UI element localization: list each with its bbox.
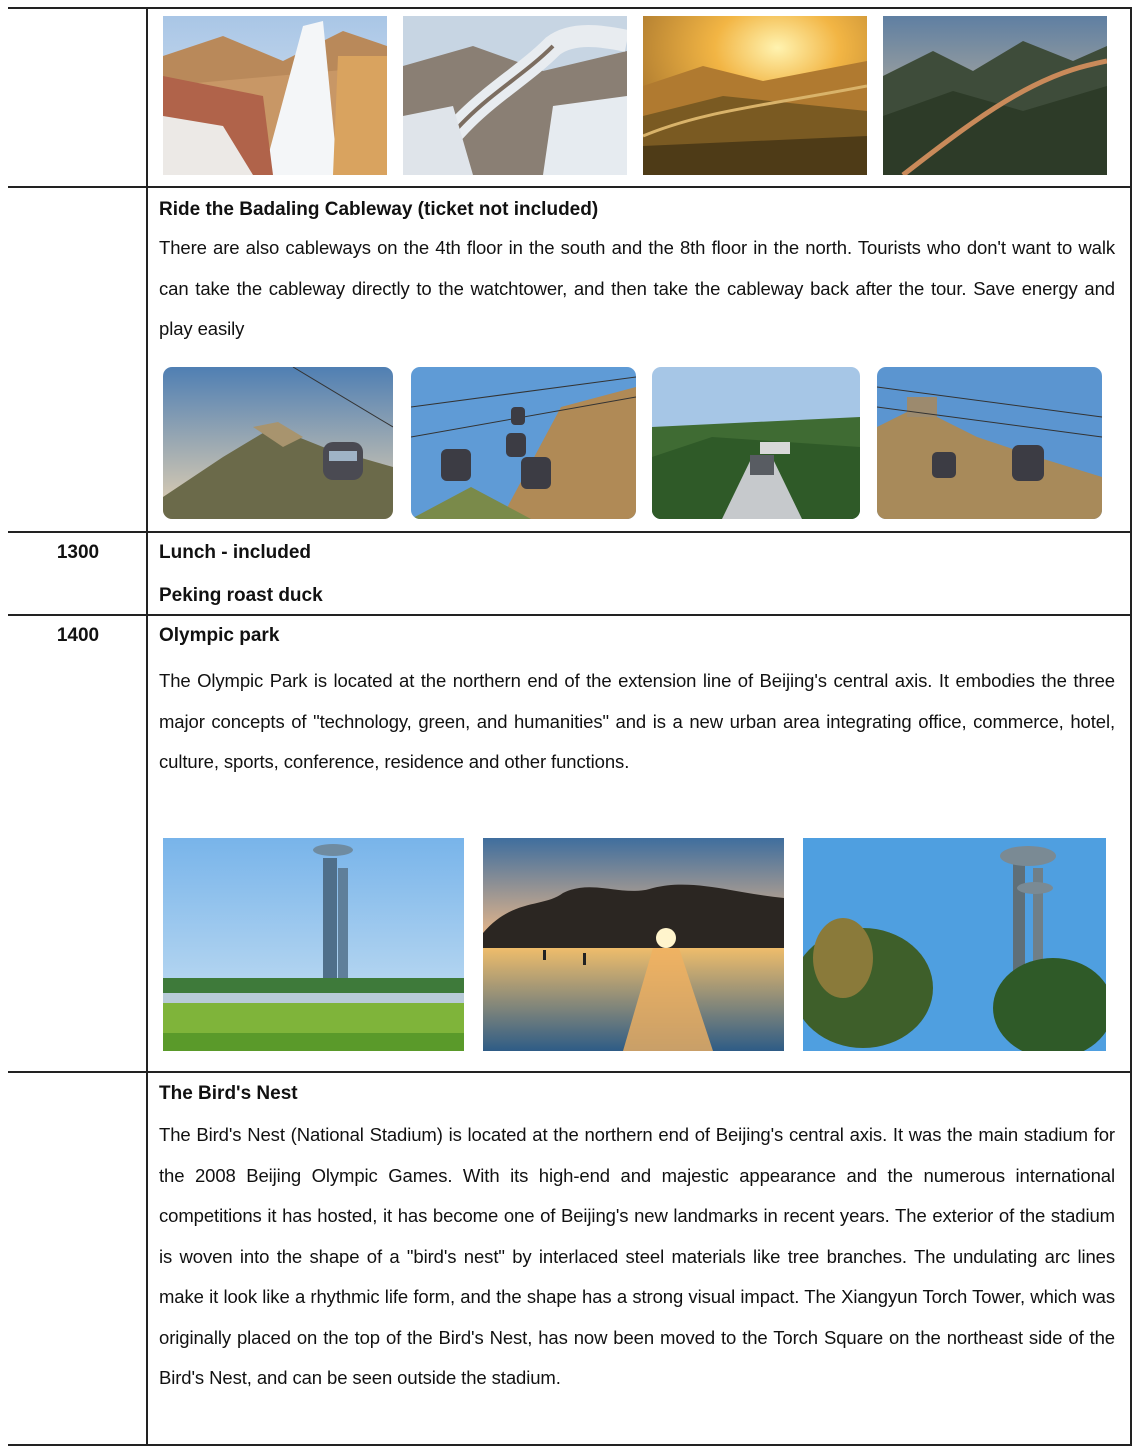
photo-frozen-lake-sunset	[483, 838, 784, 1051]
photo-great-wall-mountain-ridge	[883, 16, 1107, 175]
olympic-park-section	[159, 625, 1115, 783]
lunch-section	[159, 542, 1115, 607]
lunch-title: Lunch - included	[159, 542, 311, 563]
cableway-description: There are also cableways on the 4th floor in the south and the 8th floor in the north. Tourists who don't want to walk can take the cableway directly to the watchtower, and then take the cableway back after the tour. Save energy and play easily	[159, 237, 1115, 339]
table-border	[8, 7, 1132, 9]
time-1400: 1400	[56, 625, 100, 646]
photo-cable-car-wall	[163, 367, 393, 519]
cableway-section	[159, 199, 1115, 350]
birds-nest-section	[159, 1083, 1115, 1399]
olympic-park-description: The Olympic Park is located at the northern end of the extension line of Beijing's central axis. It embodies the three major concepts of "technology, green, and humanities" and is a new urban area integrating office, commerce, hotel, culture, sports, conference, residence and other functions.	[159, 670, 1115, 772]
table-divider	[8, 1071, 1132, 1073]
table-divider	[8, 531, 1132, 533]
table-divider	[8, 614, 1132, 616]
photo-great-wall-snow-winding	[403, 16, 627, 175]
olympic-park-title: Olympic park	[159, 625, 280, 646]
photo-cable-track-forest	[652, 367, 860, 519]
photo-great-wall-sunrise	[643, 16, 867, 175]
photo-cable-cars-watchtower	[877, 367, 1102, 519]
time-1300: 1300	[56, 542, 100, 563]
table-divider	[8, 186, 1132, 188]
column-divider	[146, 8, 148, 1446]
photo-great-wall-snow-steps	[163, 16, 387, 175]
table-border	[8, 1444, 1132, 1446]
photo-olympic-tower-lake	[163, 838, 464, 1051]
birds-nest-description: The Bird's Nest (National Stadium) is located at the northern end of Beijing's central axis. It was the main stadium for the 2008 Beijing Olympic Games. With its high-end and majestic appearance and the numerous international competitions it has hosted, it has become one of Beijing's new landmarks in recent years. The exterior of the stadium is woven into the shape of a "bird's nest" by interlaced steel materials like tree branches. The undulating arc lines make it look like a rhythmic life form, and the shape has a strong visual impact. The Xiangyun Torch Tower, which was originally placed on the top of the Bird's Nest, has now been moved to the Torch Square on the northeast side of the Bird's Nest, and can be seen outside the stadium.	[159, 1124, 1115, 1388]
table-border	[1130, 8, 1132, 1446]
cableway-title: Ride the Badaling Cableway (ticket not included)	[159, 199, 599, 220]
photo-olympic-tower-trees	[803, 838, 1106, 1051]
photo-cable-cars-hillside	[411, 367, 636, 519]
lunch-dish: Peking roast duck	[159, 585, 323, 606]
birds-nest-title: The Bird's Nest	[159, 1083, 298, 1104]
